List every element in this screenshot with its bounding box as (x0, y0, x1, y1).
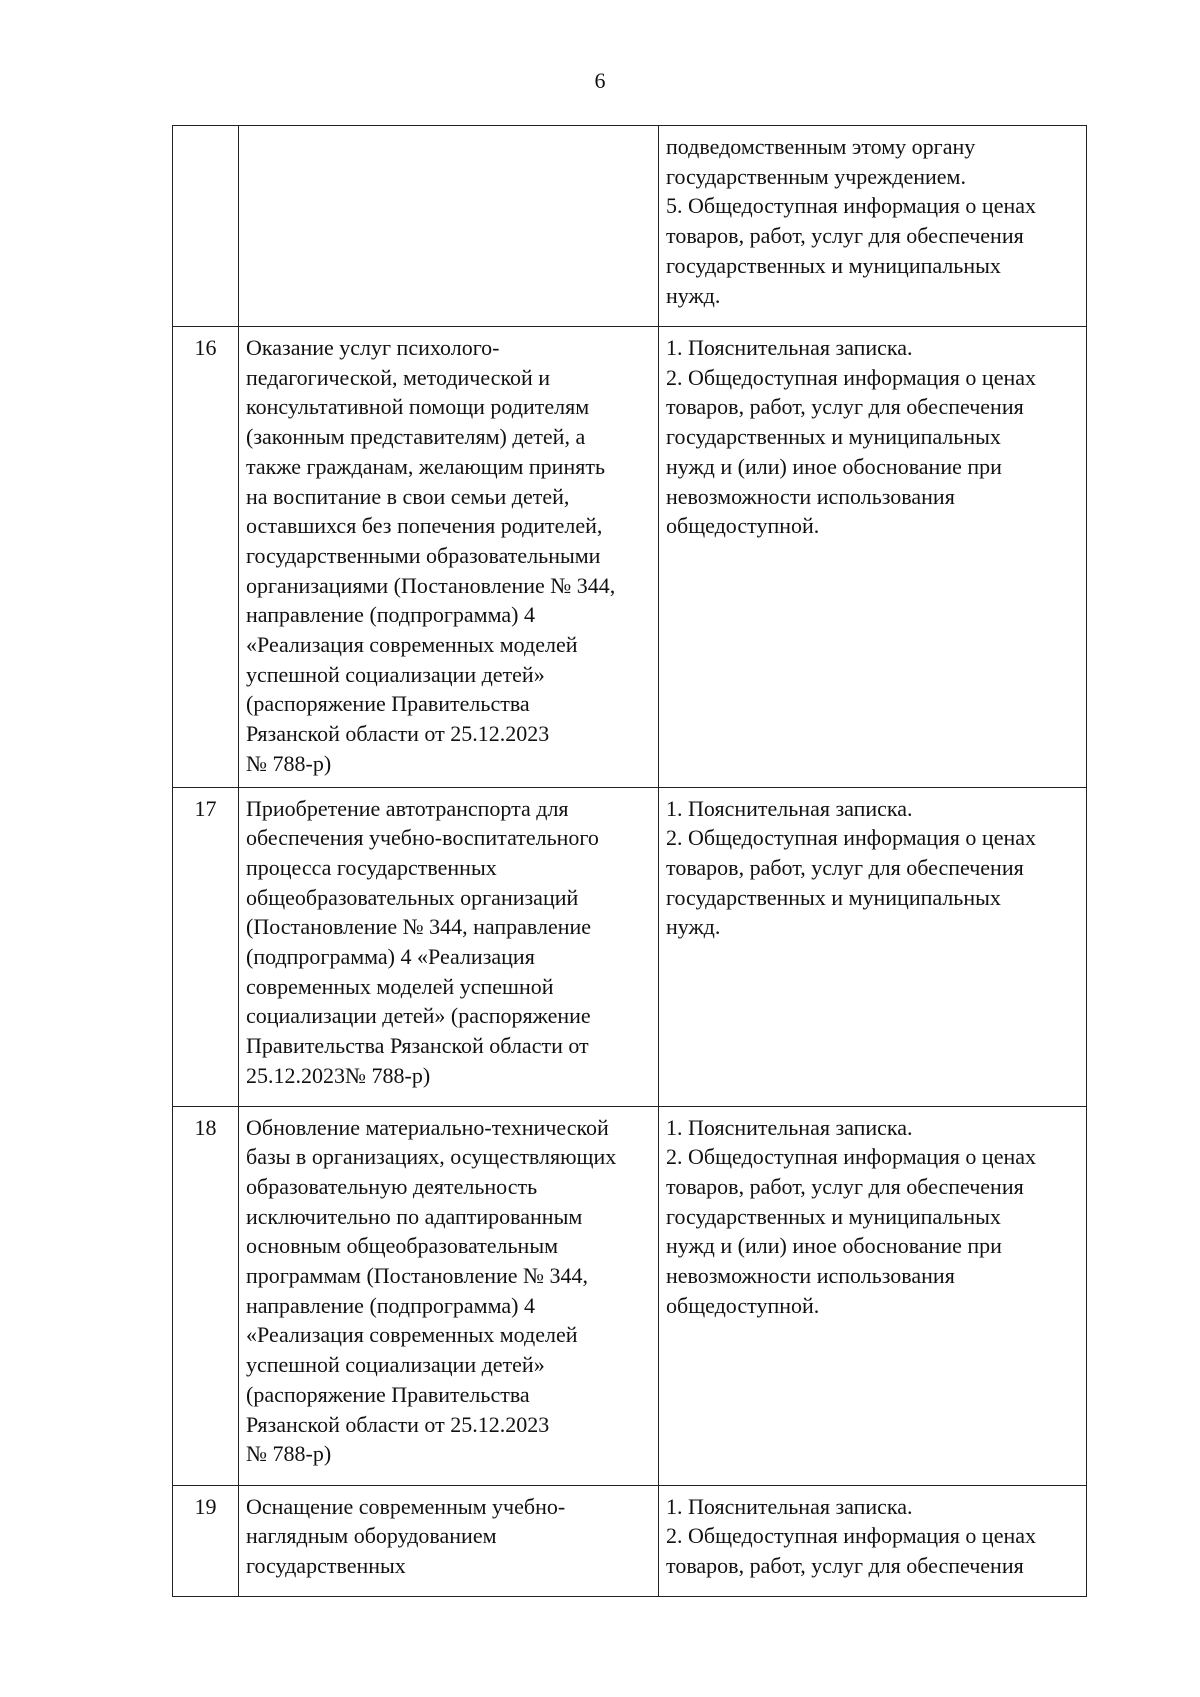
description-line: обеспечения учебно-воспитательного (246, 825, 599, 851)
row-number-cell (173, 126, 239, 327)
description-line: успешной социализации детей» (246, 1352, 545, 1378)
description-line: социализации детей» (распоряжение (246, 1003, 591, 1029)
description-line: (законным представителям) детей, а (246, 424, 586, 450)
description-line: (Постановление № 344, направление (246, 914, 592, 940)
documents-line: нужд и (или) иное обоснование при (666, 1233, 1002, 1259)
description-line: Оказание услуг психолого- (246, 335, 500, 360)
description-line: базы в организациях, осуществляющих (246, 1144, 617, 1170)
required-documents-cell (659, 327, 1087, 788)
requirements-table (172, 125, 1087, 1597)
documents-line: государственным учреждением. (666, 163, 966, 189)
description-line: (распоряжение Правительства (246, 691, 530, 717)
documents-line: подведомственным этому органу (666, 134, 976, 159)
documents-line: нужд. (666, 914, 721, 940)
documents-line: невозможности использования (666, 1263, 955, 1289)
description-line: процесса государственных (246, 854, 497, 880)
documents-line: товаров, работ, услуг для обеспечения (666, 1173, 1024, 1199)
table-row (173, 126, 1087, 327)
documents-line: нужд и (или) иное обоснование при (666, 453, 1002, 479)
description-line: направление (подпрограмма) 4 (246, 602, 535, 628)
description-line: № 788-р) (246, 1441, 332, 1467)
table-row (173, 787, 1087, 1106)
documents-line: государственных и муниципальных (666, 252, 1001, 278)
required-documents-cell (659, 126, 1087, 327)
description-line: исключительно по адаптированным (246, 1203, 583, 1229)
description-line: оставшихся без попечения родителей, (246, 513, 603, 539)
documents-line: 2. Общедоступная информация о ценах (666, 364, 1037, 390)
documents-line: товаров, работ, услуг для обеспечения (666, 394, 1024, 420)
documents-line: 2. Общедоступная информация о ценах (666, 1144, 1037, 1170)
description-line: «Реализация современных моделей (246, 1322, 578, 1348)
table-row (173, 1106, 1087, 1485)
measure-description-cell (239, 787, 659, 1106)
description-line: 25.12.2023№ 788-р) (246, 1062, 431, 1088)
row-number-cell: 16 (173, 327, 239, 788)
measure-description-cell (239, 327, 659, 788)
required-documents-cell (659, 1106, 1087, 1485)
documents-line: товаров, работ, услуг для обеспечения (666, 223, 1024, 249)
description-line: № 788-р) (246, 750, 332, 776)
description-line: Рязанской области от 25.12.2023 (246, 1411, 550, 1437)
measure-description-cell (239, 1485, 659, 1596)
documents-line: 2. Общедоступная информация о ценах (666, 1523, 1037, 1549)
documents-line: государственных и муниципальных (666, 1203, 1001, 1229)
description-line: Оснащение современным учебно- (246, 1493, 566, 1519)
description-line: направление (подпрограмма) 4 (246, 1292, 535, 1318)
measure-description-cell (239, 126, 659, 327)
description-line: Правительства Рязанской области от (246, 1033, 589, 1059)
description-line: Обновление материально-технической (246, 1114, 609, 1140)
description-line: (распоряжение Правительства (246, 1381, 530, 1407)
description-line: педагогической, методической и (246, 364, 551, 390)
documents-line: товаров, работ, услуг для обеспечения (666, 1552, 1024, 1578)
documents-line: 1. Пояснительная записка. (666, 1114, 913, 1140)
documents-line: 1. Пояснительная записка. (666, 795, 913, 821)
description-line: Рязанской области от 25.12.2023 (246, 721, 550, 747)
description-line: организациями (Постановление № 344, (246, 572, 616, 598)
table-row (173, 327, 1087, 788)
documents-line: невозможности использования (666, 483, 955, 509)
description-line: общеобразовательных организаций (246, 884, 579, 910)
documents-line: государственных и муниципальных (666, 424, 1001, 450)
description-line: образовательную деятельность (246, 1173, 538, 1199)
description-line: также гражданам, желающим принять (246, 453, 605, 479)
documents-line: нужд. (666, 282, 721, 308)
documents-line: 5. Общедоступная информация о ценах (666, 193, 1037, 219)
description-line: основным общеобразовательным (246, 1233, 559, 1259)
required-documents-cell (659, 787, 1087, 1106)
description-line: государственных (246, 1552, 406, 1578)
table-row (173, 1485, 1087, 1596)
description-line: успешной социализации детей» (246, 661, 545, 687)
description-line: государственными образовательными (246, 542, 601, 568)
documents-line: 1. Пояснительная записка. (666, 335, 913, 360)
row-number-cell: 18 (173, 1106, 239, 1485)
description-line: (подпрограмма) 4 «Реализация (246, 944, 535, 970)
description-line: Приобретение автотранспорта для (246, 795, 569, 821)
documents-line: общедоступной. (666, 1292, 820, 1318)
documents-line: товаров, работ, услуг для обеспечения (666, 854, 1024, 880)
row-number-cell: 19 (173, 1485, 239, 1596)
documents-line: общедоступной. (666, 513, 820, 539)
description-line: наглядным оборудованием (246, 1523, 497, 1549)
required-documents-cell (659, 1485, 1087, 1596)
page-number: 6 (594, 68, 606, 93)
measure-description-cell (239, 1106, 659, 1485)
description-line: программам (Постановление № 344, (246, 1263, 589, 1289)
documents-line: государственных и муниципальных (666, 884, 1001, 910)
description-line: на воспитание в свои семьи детей, (246, 483, 570, 509)
documents-line: 1. Пояснительная записка. (666, 1493, 913, 1519)
documents-line: 2. Общедоступная информация о ценах (666, 825, 1037, 851)
description-line: консультативной помощи родителям (246, 394, 590, 420)
description-line: современных моделей успешной (246, 973, 554, 999)
description-line: «Реализация современных моделей (246, 632, 578, 658)
row-number-cell: 17 (173, 787, 239, 1106)
